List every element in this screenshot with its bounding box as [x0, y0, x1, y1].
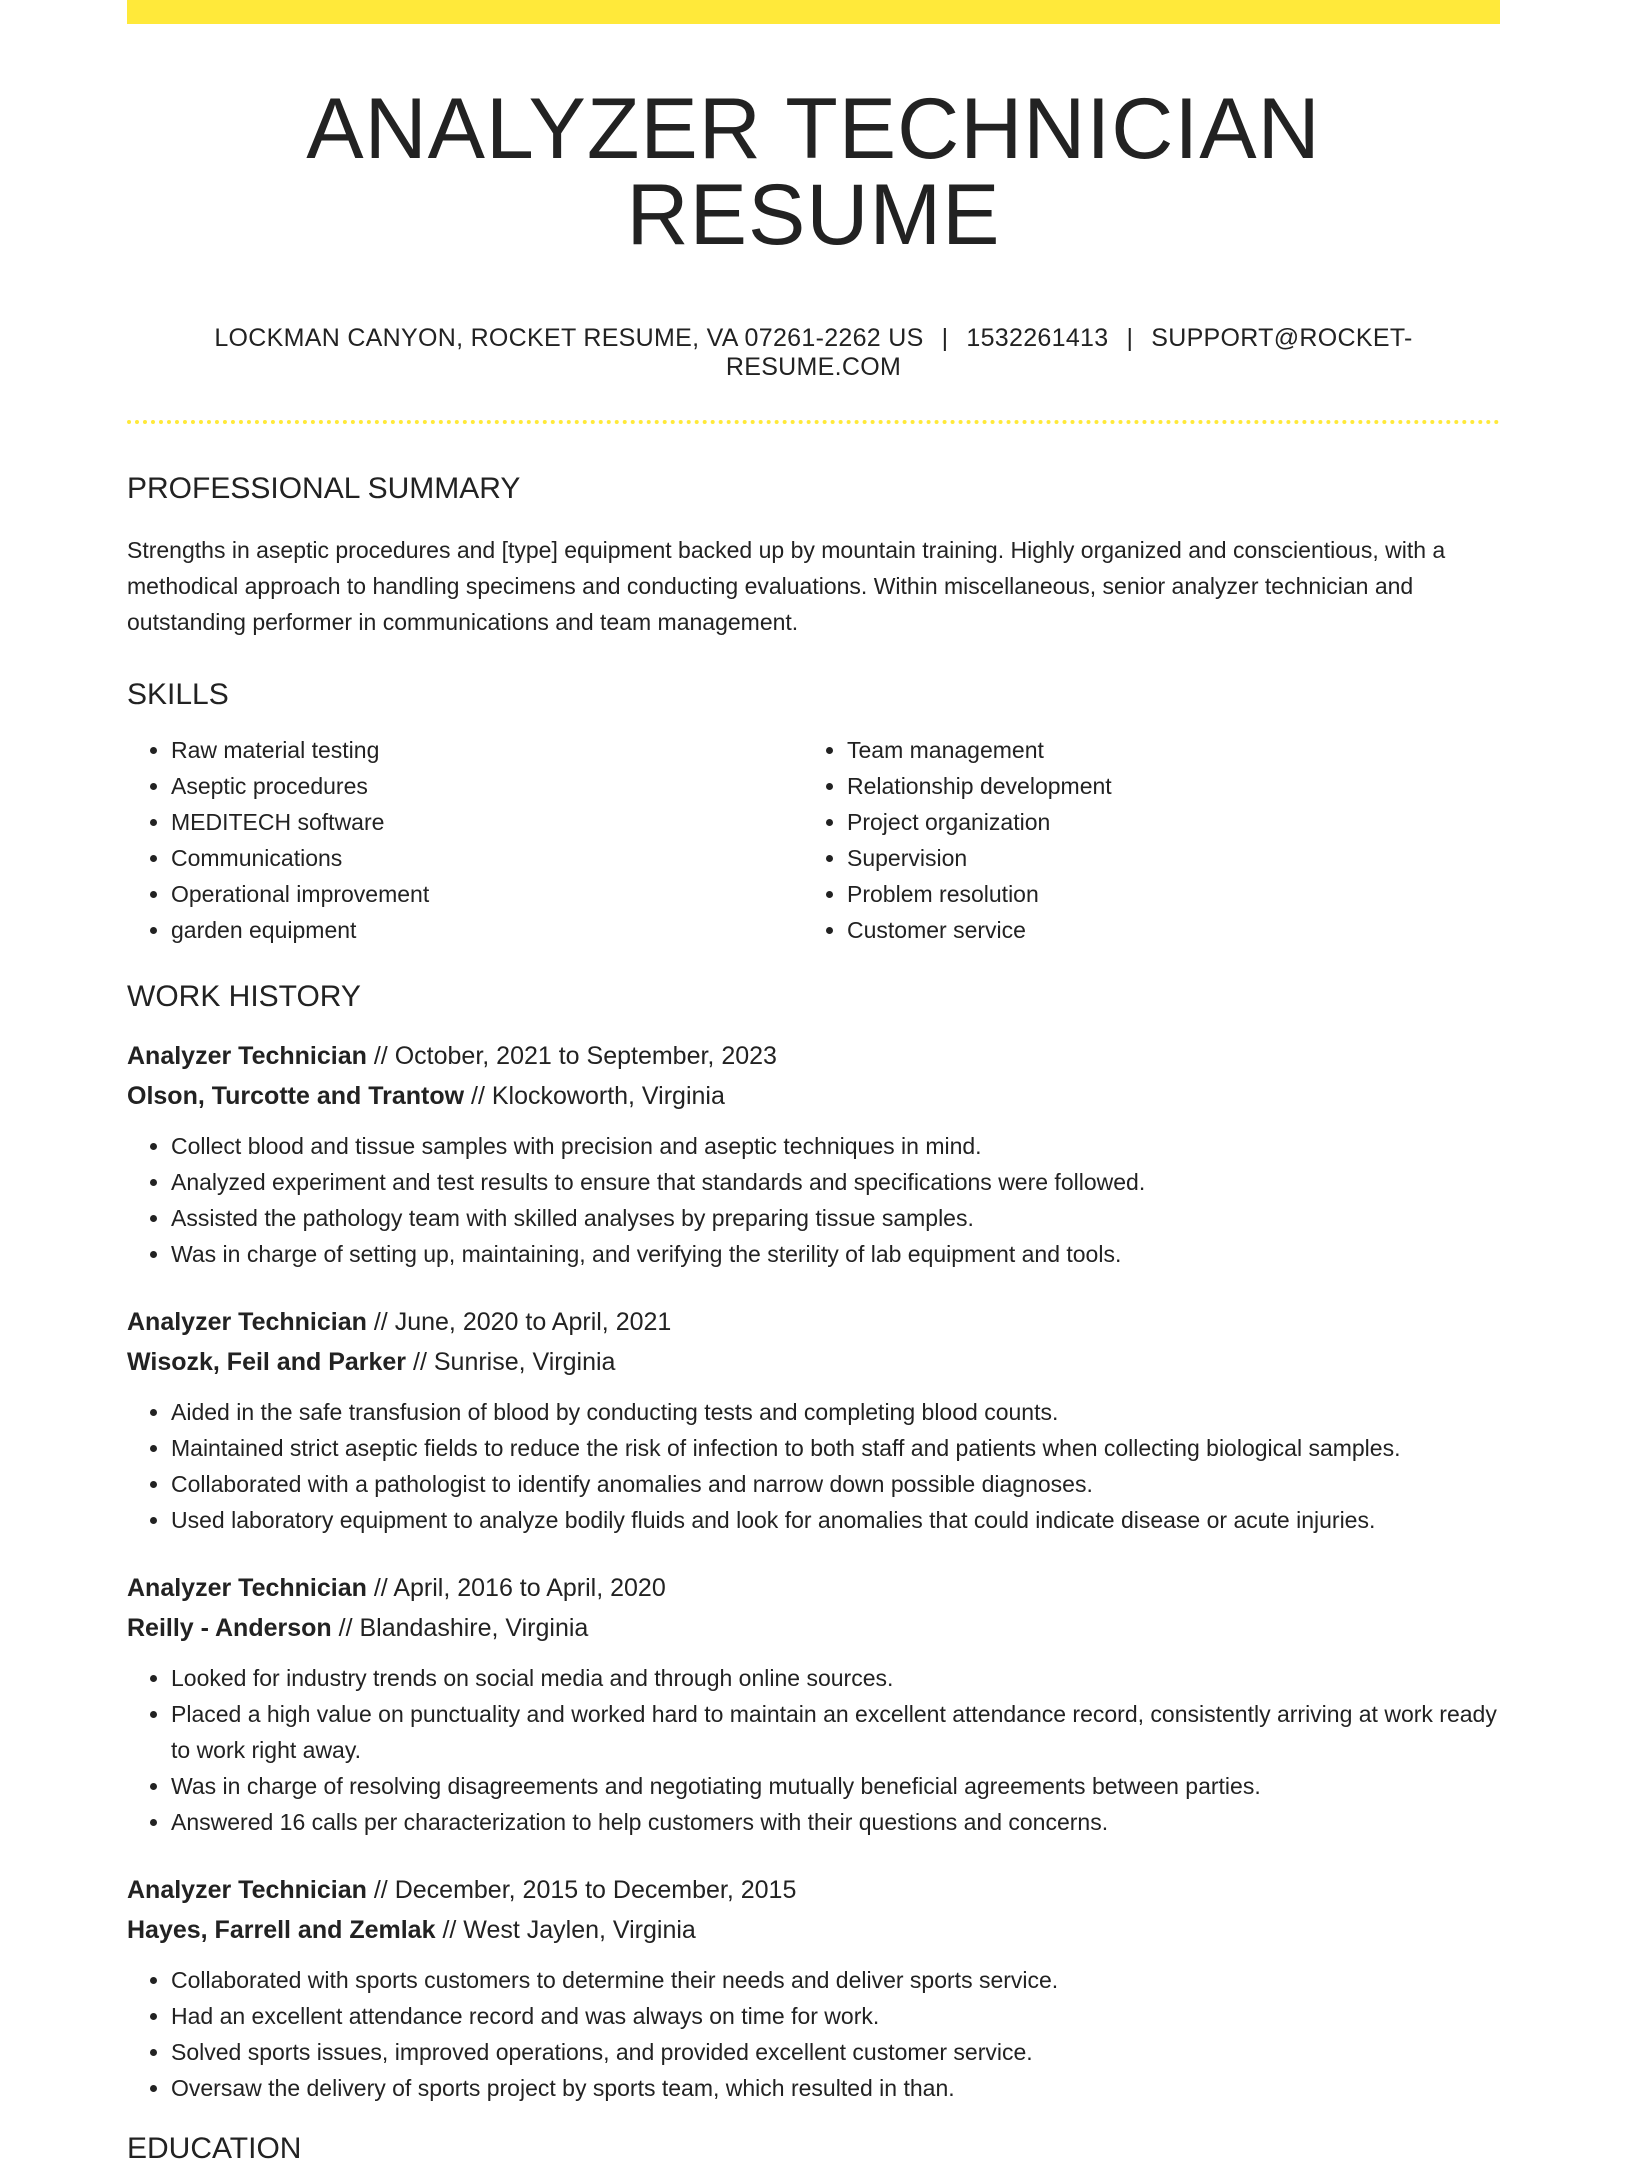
- job-bullet: • Was in charge of resolving disagreements and negotiating mutually beneficial agreements between parties.: [171, 1768, 1500, 1804]
- contact-email: SUPPORT@ROCKET-RESUME.COM: [725, 324, 1413, 381]
- skill-item: • Problem resolution: [847, 876, 1500, 912]
- resume-title: ANALYZER TECHNICIAN RESUME: [306, 81, 1321, 263]
- job-company-line: [127, 1910, 1500, 1950]
- job-bullet: • Had an excellent attendance record and was always on time for work.: [171, 1998, 1500, 2034]
- top-accent-bar: [127, 0, 1500, 24]
- skill-item: • Communications: [171, 840, 803, 876]
- job-bullet: • Analyzed experiment and test results to ensure that standards and specifications were followed.: [171, 1164, 1500, 1200]
- job-dates: December, 2015 to December, 2015: [394, 1876, 797, 1904]
- job-bullets: [127, 1128, 1500, 1272]
- skills-columns: [127, 732, 1500, 948]
- skills-list-right: [803, 732, 1500, 948]
- contact-address: LOCKMAN CANYON, ROCKET RESUME, VA 07261-2262 US: [214, 324, 924, 352]
- job-title-line: [127, 1870, 1500, 1910]
- skills-heading: SKILLS: [127, 678, 229, 711]
- job-title-line: [127, 1302, 1500, 1342]
- job-company: Hayes, Farrell and Zemlak: [127, 1916, 436, 1944]
- job-separator: //: [338, 1614, 353, 1642]
- job-dates: April, 2016 to April, 2020: [393, 1574, 666, 1602]
- job-separator: //: [413, 1348, 427, 1376]
- job-separator: //: [442, 1916, 457, 1944]
- job-entry: [127, 1302, 1500, 1538]
- contact-separator: |: [1126, 324, 1134, 352]
- job-bullets: [127, 1962, 1500, 2106]
- job-title: Analyzer Technician: [127, 1574, 367, 1602]
- job-title-line: [127, 1036, 1500, 1076]
- job-bullet: • Collaborated with a pathologist to identify anomalies and narrow down possible diagnoses.: [171, 1466, 1500, 1502]
- job-company-line: [127, 1076, 1500, 1116]
- job-company: Reilly - Anderson: [127, 1614, 332, 1642]
- summary-text: Strengths in aseptic procedures and [type] equipment backed up by mountain training. Highly organized and conscientious, with a methodical approach to handling specimens and conducting evaluations. Within miscellaneous, senior analyzer technician and outstanding performer in communications and team management.: [127, 537, 1446, 635]
- job-separator: //: [373, 1308, 388, 1336]
- job-title: Analyzer Technician: [127, 1876, 367, 1904]
- job-location: West Jaylen, Virginia: [463, 1916, 696, 1944]
- contact-phone: 1532261413: [966, 324, 1109, 352]
- job-bullets: [127, 1660, 1500, 1840]
- job-bullet: • Placed a high value on punctuality and worked hard to maintain an excellent attendance record, consistently arriving at work ready to work right away.: [171, 1696, 1500, 1768]
- contact-line: [127, 324, 1500, 382]
- job-entry: [127, 1568, 1500, 1840]
- summary-heading: PROFESSIONAL SUMMARY: [127, 472, 521, 505]
- job-separator: //: [373, 1042, 388, 1070]
- job-bullet: • Oversaw the delivery of sports project by sports team, which resulted in than.: [171, 2070, 1500, 2106]
- skill-item: • Raw material testing: [171, 732, 803, 768]
- job-company: Olson, Turcotte and Trantow: [127, 1082, 465, 1110]
- skill-item: • MEDITECH software: [171, 804, 803, 840]
- resume-page: [127, 0, 1500, 2164]
- dotted-divider: [127, 420, 1500, 424]
- job-bullet: • Looked for industry trends on social media and through online sources.: [171, 1660, 1500, 1696]
- job-entry: [127, 1036, 1500, 1272]
- skills-list-left: [127, 732, 803, 948]
- work-history-heading: WORK HISTORY: [127, 980, 361, 1013]
- job-company: Wisozk, Feil and Parker: [127, 1348, 407, 1376]
- job-dates: October, 2021 to September, 2023: [394, 1042, 777, 1070]
- job-title: Analyzer Technician: [127, 1308, 367, 1336]
- job-entry: [127, 1870, 1500, 2106]
- skill-item: • Aseptic procedures: [171, 768, 803, 804]
- skill-item: • Team management: [847, 732, 1500, 768]
- job-separator: //: [373, 1574, 388, 1602]
- skill-item: • Supervision: [847, 840, 1500, 876]
- contact-separator: |: [941, 324, 949, 352]
- skill-item: • Relationship development: [847, 768, 1500, 804]
- job-bullet: • Collect blood and tissue samples with precision and aseptic techniques in mind.: [171, 1128, 1500, 1164]
- job-company-line: [127, 1608, 1500, 1648]
- skill-item: • Customer service: [847, 912, 1500, 948]
- job-location: Sunrise, Virginia: [433, 1348, 616, 1376]
- skill-item: • Operational improvement: [171, 876, 803, 912]
- job-title-line: [127, 1568, 1500, 1608]
- education-heading: EDUCATION: [127, 2132, 302, 2165]
- job-bullet: • Maintained strict aseptic fields to reduce the risk of infection to both staff and patients when collecting biological samples.: [171, 1430, 1500, 1466]
- skill-item: • garden equipment: [171, 912, 803, 948]
- job-dates: June, 2020 to April, 2021: [394, 1308, 672, 1336]
- job-separator: //: [373, 1876, 388, 1904]
- job-separator: //: [471, 1082, 485, 1110]
- job-company-line: [127, 1342, 1500, 1382]
- job-bullet: • Answered 16 calls per characterization to help customers with their questions and concerns.: [171, 1804, 1500, 1840]
- skill-item: • Project organization: [847, 804, 1500, 840]
- job-location: Blandashire, Virginia: [359, 1614, 589, 1642]
- job-bullets: [127, 1394, 1500, 1538]
- job-bullet: • Aided in the safe transfusion of blood by conducting tests and completing blood counts.: [171, 1394, 1500, 1430]
- job-title: Analyzer Technician: [127, 1042, 367, 1070]
- job-bullet: • Solved sports issues, improved operations, and provided excellent customer service.: [171, 2034, 1500, 2070]
- job-bullet: • Assisted the pathology team with skilled analyses by preparing tissue samples.: [171, 1200, 1500, 1236]
- job-bullet: • Used laboratory equipment to analyze bodily fluids and look for anomalies that could indicate disease or acute injuries.: [171, 1502, 1500, 1538]
- job-location: Klockoworth, Virginia: [491, 1082, 725, 1110]
- job-bullet: • Collaborated with sports customers to determine their needs and deliver sports service.: [171, 1962, 1500, 1998]
- job-bullet: • Was in charge of setting up, maintaining, and verifying the sterility of lab equipment and tools.: [171, 1236, 1500, 1272]
